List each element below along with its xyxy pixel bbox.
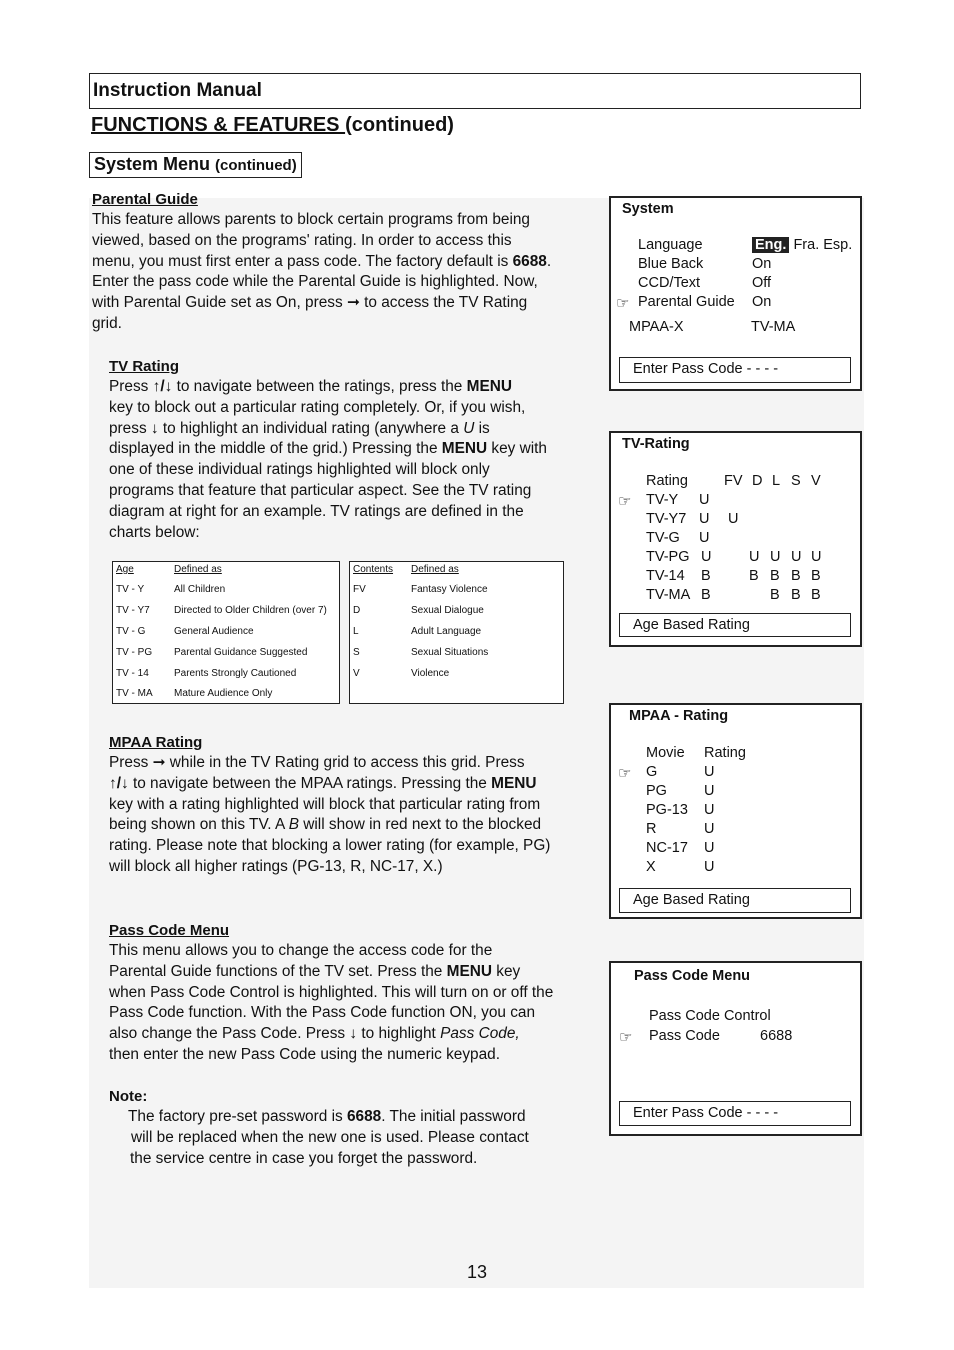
rating-row-label: TV-G xyxy=(646,530,680,546)
rating-cell: U xyxy=(701,549,712,565)
parental-guide-text: This feature allows parents to block certain programs from being viewed, based on the programs' rating. In order to access this menu, you must first enter a pass code. The factory default is 6688. Enter the pass code while the Parental Guide is highlighted. Now, with Parental Guide set as On, press ➞ to access the TV Rating grid. xyxy=(92,211,552,332)
rating-cell: B xyxy=(770,587,780,603)
menu-title: TV-Rating xyxy=(622,436,690,452)
parental-guide-heading: Parental Guide xyxy=(92,191,198,208)
movie-rating-value: U xyxy=(704,783,715,799)
rating-column-header: Rating xyxy=(646,473,688,489)
table-header-row: Contents Defined as xyxy=(353,564,459,575)
mpaa-rating-heading: MPAA Rating xyxy=(109,734,203,751)
content-definitions-table xyxy=(349,561,564,704)
rating-cell: B xyxy=(701,568,711,584)
table-row: V Violence xyxy=(353,668,450,679)
pass-code-control-label: Pass Code Control xyxy=(649,1008,771,1024)
age-based-rating-bar: Age Based Rating xyxy=(619,888,851,913)
rating-cell: B xyxy=(791,587,801,603)
movie-rating-label: PG xyxy=(646,783,667,799)
table-row: TV - 14 Parents Strongly Cautioned xyxy=(116,668,297,679)
note-heading: Note: xyxy=(109,1088,148,1105)
manual-title: Instruction Manual xyxy=(93,80,262,101)
age-definitions-table xyxy=(112,561,340,704)
pointing-hand-icon: ☞ xyxy=(618,493,632,510)
rating-column-header: Rating xyxy=(704,745,746,761)
movie-rating-value: U xyxy=(704,764,715,780)
header-box xyxy=(89,73,861,109)
rating-cell: U xyxy=(699,511,710,527)
v-column-header: V xyxy=(811,473,821,489)
table-row: TV - Y All Children xyxy=(116,584,226,595)
rating-cell: U xyxy=(770,549,781,565)
pass-code-value: 6688 xyxy=(760,1028,793,1044)
blue-back-label: Blue Back xyxy=(638,256,704,272)
pass-code-label: Pass Code xyxy=(649,1028,720,1044)
movie-rating-value: U xyxy=(704,821,715,837)
system-menu-subtitle: System Menu (continued) xyxy=(89,152,302,178)
pointing-hand-icon: ☞ xyxy=(616,295,630,312)
rating-cell: B xyxy=(749,568,759,584)
ccd-label: CCD/Text xyxy=(638,275,701,291)
rating-cell: B xyxy=(701,587,711,603)
fv-column-header: FV xyxy=(724,473,743,489)
movie-rating-label: R xyxy=(646,821,657,837)
s-column-header: S xyxy=(791,473,801,489)
enter-pass-code-bar: Enter Pass Code - - - - xyxy=(619,1101,851,1126)
mpaa-x-value: TV-MA xyxy=(751,319,796,335)
page-number: 13 xyxy=(466,1262,488,1282)
table-row: TV - MA Mature Audience Only xyxy=(116,688,273,699)
rating-cell: B xyxy=(770,568,780,584)
table-row: TV - PG Parental Guidance Suggested xyxy=(116,647,308,658)
enter-pass-code-bar: Enter Pass Code - - - - xyxy=(619,357,851,383)
menu-title: Pass Code Menu xyxy=(634,968,751,984)
movie-rating-value: U xyxy=(704,840,715,856)
rating-row-label: TV-Y7 xyxy=(646,511,687,527)
rating-cell: B xyxy=(811,587,821,603)
movie-column-header: Movie xyxy=(646,745,685,761)
rating-cell: U xyxy=(699,492,710,508)
mpaa-rating-text: Press ➞ while in the TV Rating grid to access this grid. Press ↑/↓ to navigate between the MPAA ratings. Pressing the MENU key with a rating highlighted will block that particular rating from being shown on this TV. A B will show in red next to the blocked rating. Please note that blocking a lower rating (for example, PG) will block all higher ratings (PG-13, R, NC-17, X.) xyxy=(109,754,551,875)
rating-cell: B xyxy=(811,568,821,584)
language-options: Eng. Fra. Esp. xyxy=(752,237,852,253)
section-title: FUNCTIONS & FEATURES (continued) xyxy=(91,114,454,136)
tv-rating-heading: TV Rating xyxy=(109,358,179,375)
rating-cell: U xyxy=(699,530,710,546)
rating-cell: U xyxy=(811,549,822,565)
parental-guide-value: On xyxy=(752,294,772,310)
movie-rating-label: X xyxy=(646,859,656,875)
table-row: S Sexual Situations xyxy=(353,647,489,658)
tv-rating-menu-screen xyxy=(609,431,862,647)
rating-row-label: TV-Y xyxy=(646,492,679,508)
age-based-rating-bar: Age Based Rating xyxy=(619,613,851,637)
table-row: TV - Y7 Directed to Older Children (over 7) xyxy=(116,605,327,616)
mpaa-x-label: MPAA-X xyxy=(629,319,684,335)
movie-rating-value: U xyxy=(704,859,715,875)
l-column-header: L xyxy=(772,473,781,489)
tv-rating-text: Press ↑/↓ to navigate between the ratings, press the MENU key to block out a particular rating completely. Or, if you wish, press ↓ to highlight an individual rating (anywhere a U is displayed in the middle of the grid.) Pressing the MENU key with one of these individual ratings highlighted will block only programs that feature that particular aspect. See the TV rating diagram at right for an example. TV ratings are defined in the charts below: xyxy=(109,378,547,541)
menu-title: MPAA - Rating xyxy=(629,708,729,724)
movie-rating-label: NC-17 xyxy=(646,840,688,856)
ccd-value: Off xyxy=(752,275,772,291)
parental-guide-label: Parental Guide xyxy=(638,294,735,310)
language-eng-selected: Eng. xyxy=(752,237,789,253)
pointing-hand-icon: ☞ xyxy=(618,765,632,782)
rating-row-label: TV-14 xyxy=(646,568,685,584)
rating-cell: U xyxy=(749,549,760,565)
table-row: D Sexual Dialogue xyxy=(353,605,484,616)
system-menu-screen xyxy=(609,196,862,391)
movie-rating-label: PG-13 xyxy=(646,802,688,818)
d-column-header: D xyxy=(752,473,763,489)
rating-row-label: TV-PG xyxy=(646,549,690,565)
note-text: The factory pre-set password is 6688. The initial password will be replaced when the new one is used. Please contact the service centre in case you forget the password. xyxy=(128,1108,529,1167)
table-row: TV - G General Audience xyxy=(116,626,254,637)
rating-cell: U xyxy=(791,549,802,565)
table-row: L Adult Language xyxy=(353,626,482,637)
movie-rating-label: G xyxy=(646,764,658,780)
menu-title: System xyxy=(622,201,674,217)
pass-code-text: This menu allows you to change the access code for the Parental Guide functions of the TV set. Press the MENU key when Pass Code Control is highlighted. This will turn on or off the Pass Code function. With the Pass Code function ON, you can also change the Pass Code. Press ↓ to highlight Pass Code, then enter the new Pass Code using the numeric keypad. xyxy=(109,942,554,1063)
pass-code-menu-screen xyxy=(609,961,862,1136)
rating-cell: U xyxy=(728,511,739,527)
mpaa-rating-menu-screen xyxy=(609,703,862,919)
blue-back-value: On xyxy=(752,256,772,272)
table-header-row: Age Defined as xyxy=(116,564,222,575)
rating-row-label: TV-MA xyxy=(646,587,691,603)
rating-cell: B xyxy=(791,568,801,584)
movie-rating-value: U xyxy=(704,802,715,818)
pass-code-heading: Pass Code Menu xyxy=(109,922,230,939)
language-label: Language xyxy=(638,237,703,253)
table-row: FV Fantasy Violence xyxy=(353,584,488,595)
pointing-hand-icon: ☞ xyxy=(619,1029,633,1046)
